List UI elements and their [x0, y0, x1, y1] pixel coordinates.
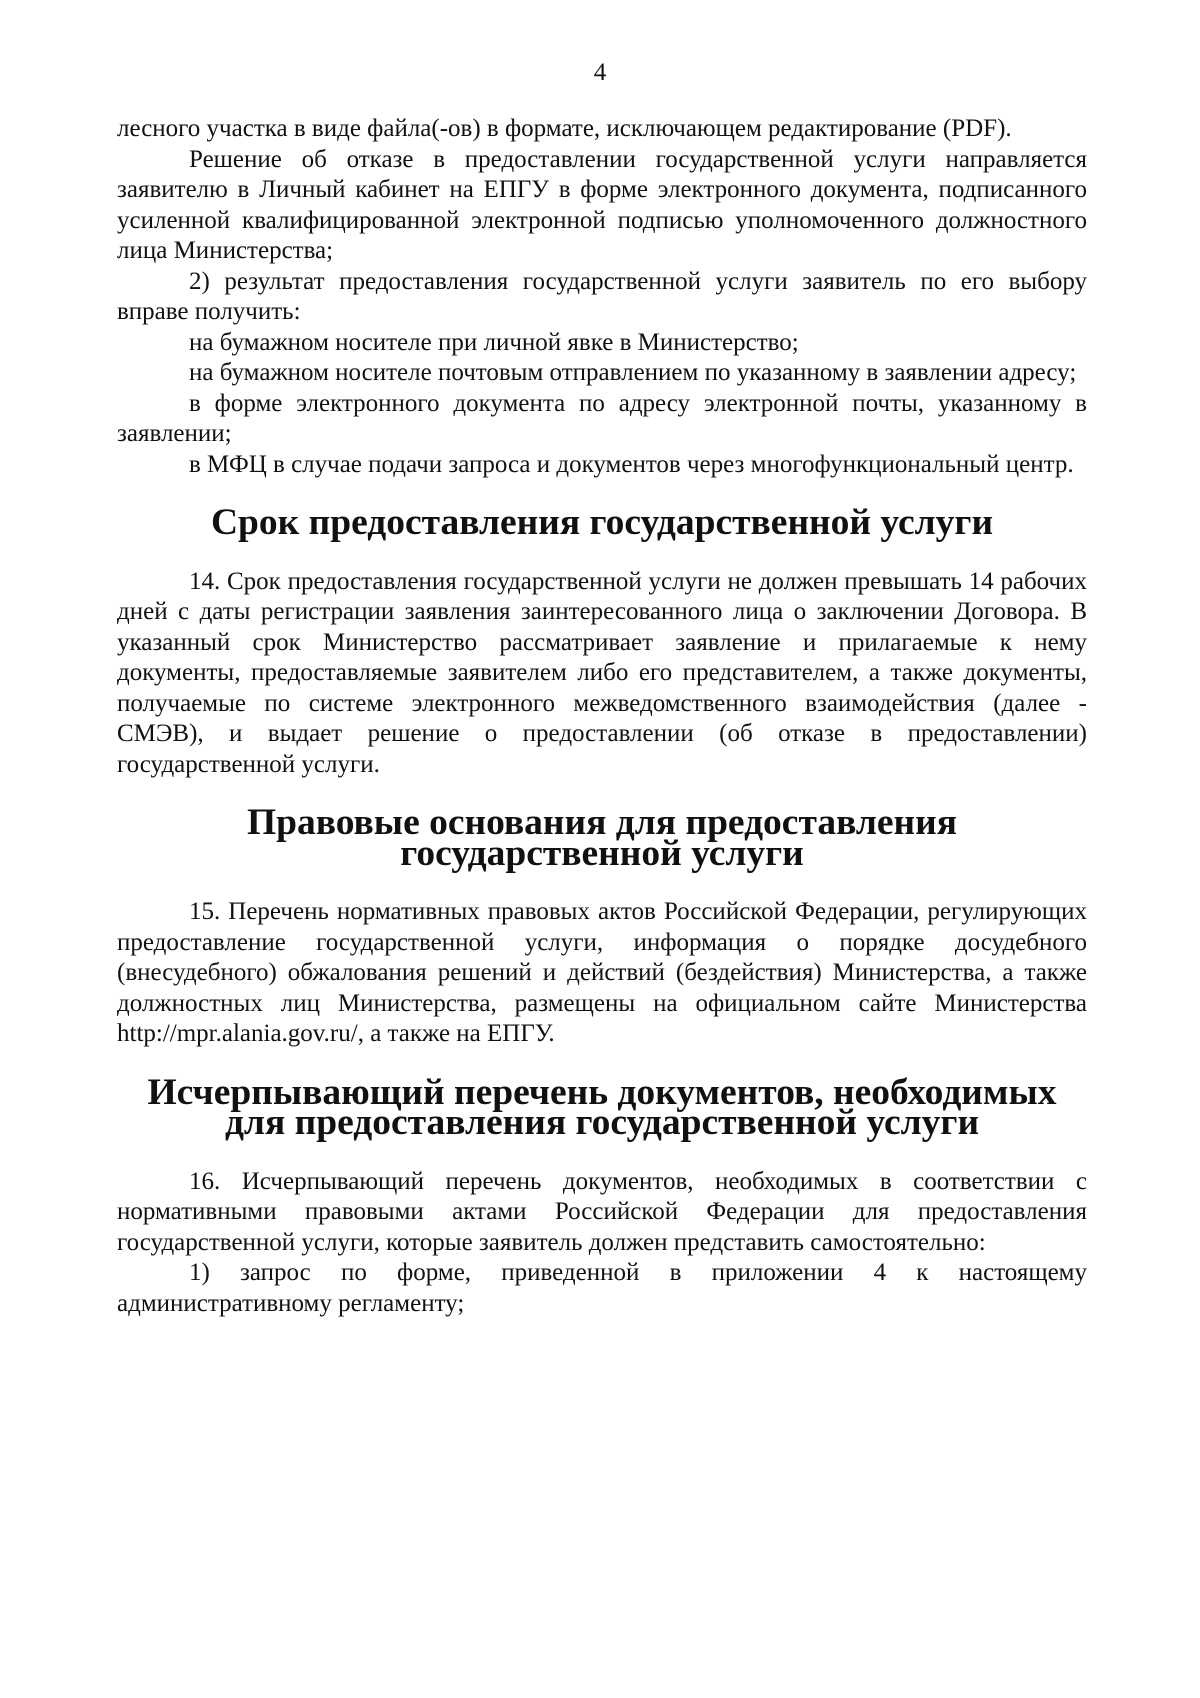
paragraph: в форме электронного документа по адресу электронной почты, указанному в заявлении; [117, 389, 1087, 447]
paragraph: 16. Исчерпывающий перечень документов, необходимых в соответствии с нормативными правовыми актами Российской Федерации для предоставления государственной услуги, которые заявитель должен представить самостоятельно: [117, 1167, 1087, 1256]
section-heading: Исчерпывающий перечень документов, необходимых для предоставления государственной услуги [147, 1071, 1057, 1143]
section-heading: Срок предоставления государственной услуги [210, 502, 994, 543]
paragraph: на бумажном носителе почтовым отправлением по указанному в заявлении адресу; [189, 359, 1077, 386]
paragraph: 14. Срок предоставления государственной услуги не должен превышать 14 рабочих дней с даты регистрации заявления заинтересованного лица о заключении Договора. В указанный срок Министерство рассматривает заявление и прилагаемые к нему документы, предоставляемые заявителем либо его представителем, а также документы, получаемые по системе электронного межведомственного взаимодействия (далее - СМЭВ), и выдает решение о предоставлении (об отказе в предоставлении) государственной услуги. [117, 567, 1087, 778]
paragraph: 1) запрос по форме, приведенной в приложении 4 к настоящему административному регламенту; [117, 1259, 1087, 1317]
paragraph: 2) результат предоставления государственной услуги заявитель по его выбору вправе получить: [117, 267, 1087, 325]
document-body [117, 114, 1087, 1319]
paragraph: Решение об отказе в предоставлении государственной услуги направляется заявителю в Личный кабинет на ЕПГУ в форме электронного документа, подписанного усиленной квалифицированной электронной подписью уполномоченного должностного лица Министерства; [117, 145, 1087, 264]
paragraph: на бумажном носителе при личной явке в Министерство; [189, 328, 799, 356]
page-number: 4 [593, 59, 607, 86]
paragraph: в МФЦ в случае подачи запроса и документов через многофункциональный центр. [189, 450, 1074, 478]
section-heading: Правовые основания для предоставления государственной услуги [246, 802, 958, 874]
paragraph: лесного участка в виде файла(-ов) в формате, исключающем редактирование (PDF). [117, 115, 1012, 142]
paragraph: 15. Перечень нормативных правовых актов Российской Федерации, регулирующих предоставление государственной услуги, информация о порядке досудебного (внесудебного) обжалования решений и действий (бездействия) Министерства, а также должностных лиц Министерства, размещены на официальном сайте Министерства http://mpr.alania.gov.ru/, а также на ЕПГУ. [117, 898, 1087, 1047]
